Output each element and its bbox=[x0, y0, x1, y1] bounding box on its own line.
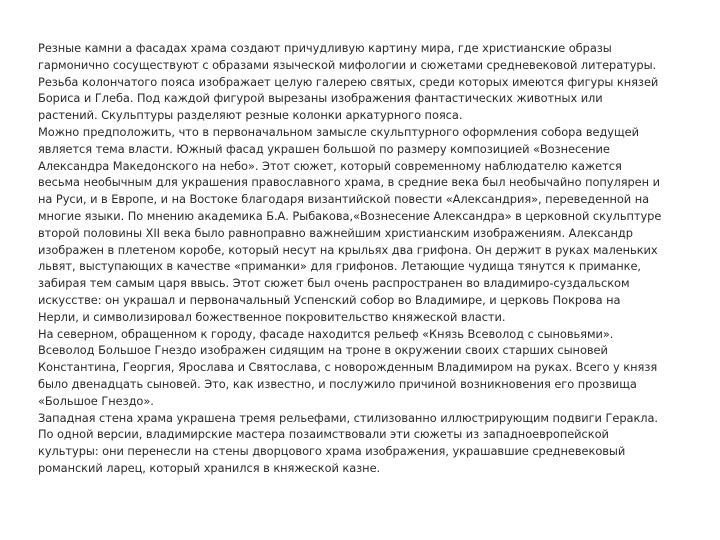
text-line: Константина, Георгия, Ярослава и Святослава, с новорожденным Владимиром на руках. Всего у князя bbox=[38, 360, 658, 375]
text-line: львят, выступающих в качестве «приманки» для грифонов. Летающие чудища тянутся к приманке, bbox=[38, 259, 642, 274]
text-line: Резные камни а фасадах храма создают причудливую картину мира, где христианские образы bbox=[38, 41, 612, 55]
text-line: По одной версии, владимирские мастера позаимствовали эти сюжеты из западноевропейской bbox=[38, 427, 609, 442]
text-line: «Большое Гнездо». bbox=[38, 393, 154, 408]
text-line: многие языки. По мнению академика Б.А. Рыбакова,«Вознесение Александра» в церковной скульптуре bbox=[38, 208, 662, 223]
text-line: Всеволод Большое Гнездо изображен сидящим на троне в окружении своих старших сыновей bbox=[38, 343, 608, 358]
text-line: является тема власти. Южный фасад украшен большой по размеру композицией «Вознесение bbox=[38, 141, 610, 156]
text-line: романский ларец, который хранился в княжеской казне. bbox=[38, 460, 381, 475]
text-line: На северном, обращенном к городу, фасаде находится рельеф «Князь Всеволод с сыновьями». bbox=[38, 326, 614, 341]
document-text bbox=[38, 40, 688, 477]
text-line: было двенадцать сыновей. Это, как известно, и послужило причиной возникновения его прозвища bbox=[38, 376, 637, 391]
text-line: второй половины XII века было равноправно важнейшим христианским изображениям. Александр bbox=[38, 225, 633, 240]
text-line: весьма необычным для украшения православного храма, в средние века был необычайно популярен и bbox=[38, 175, 660, 190]
text-line: культуры: они перенесли на стены дворцового храма изображения, украшавшие средневековый bbox=[38, 444, 626, 459]
text-line: растений. Скульптуры разделяют резные колонки аркатурного пояса. bbox=[38, 108, 463, 123]
text-line: забирая тем самым царя ввысь. Этот сюжет был очень распространен во владимиро-суздальском bbox=[38, 276, 630, 291]
text-line: искусстве: он украшал и первоначальный Успенский собор во Владимире, и церковь Покрова на bbox=[38, 292, 621, 307]
text-line: Резьба колончатого пояса изображает целую галерею святых, среди которых имеются фигуры князей bbox=[38, 74, 659, 89]
text-line: на Руси, и в Европе, и на Востоке благодаря византийской повести «Александрия», переведенной на bbox=[38, 192, 650, 207]
text-line: Нерли, и символизировал божественное покровительство княжеской власти. bbox=[38, 309, 506, 324]
text-line: Можно предположить, что в первоначальном замысле скульптурного оформления собора ведущей bbox=[38, 124, 639, 139]
text-line: изображен в плетеном коробе, который несут на крыльях два грифона. Он держит в руках маленьких bbox=[38, 242, 658, 257]
text-line: Александра Македонского на небо». Этот сюжет, который современному наблюдателю кажется bbox=[38, 158, 622, 173]
text-line: Западная стена храма украшена тремя рельефами, стилизованно иллюстрирующим подвиги Геракла. bbox=[38, 410, 659, 425]
text-line: гармонично сосуществуют с образами языческой мифологии и сюжетами средневековой литературы. bbox=[38, 57, 657, 72]
text-line: Бориса и Глеба. Под каждой фигурой вырезаны изображения фантастических животных или bbox=[38, 91, 603, 106]
